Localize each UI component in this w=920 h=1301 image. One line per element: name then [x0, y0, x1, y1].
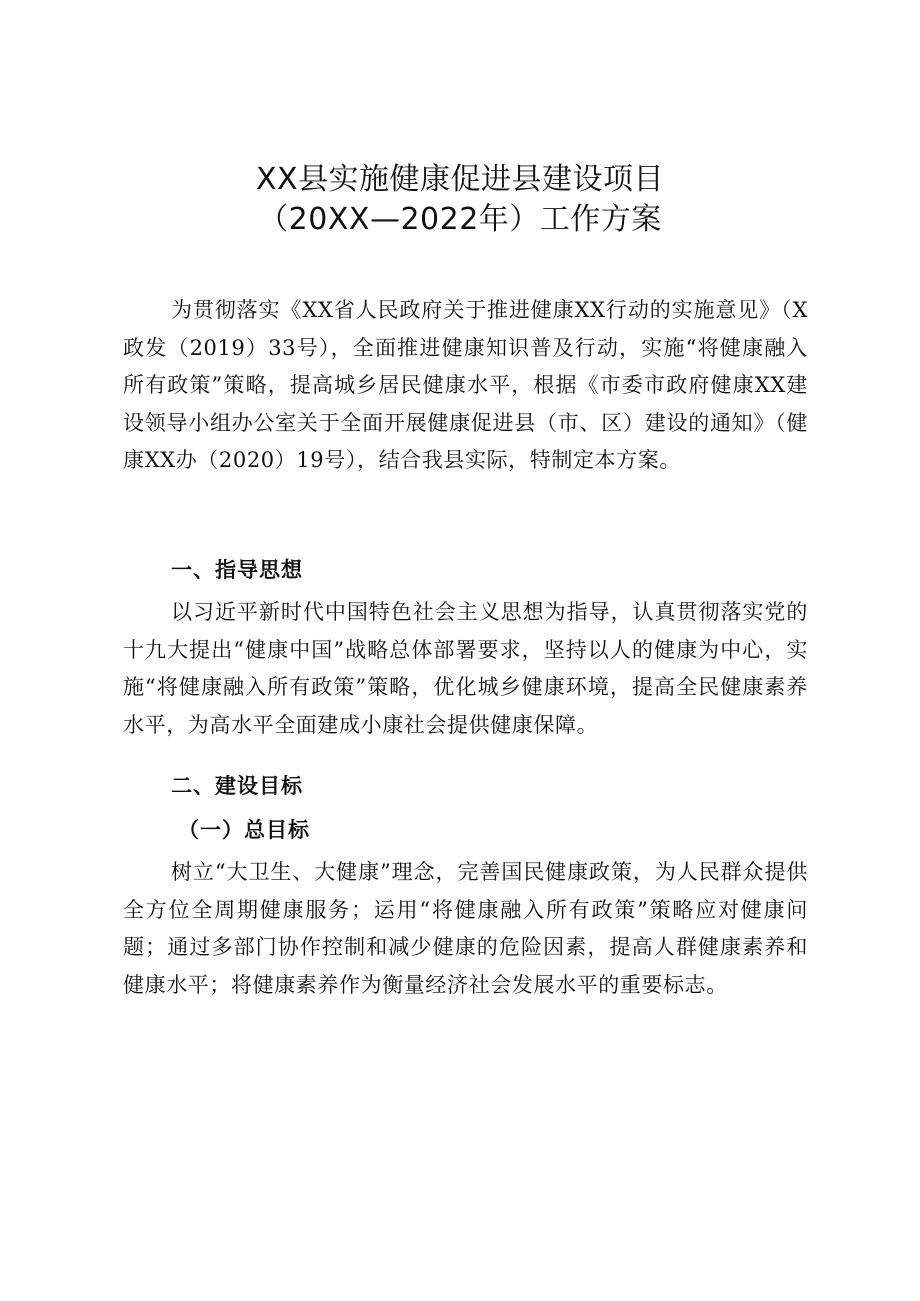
intro-paragraph: 为贯彻落实《XX省人民政府关于推进健康XX行动的实施意见》（X政发（2019）33号），全面推进健康知识普及行动，实施“将健康融入所有政策”策略，提高城乡居民健康水平，根据《市委市政府健康XX建设领导小组办公室关于全面开展健康促进县（市、区）建设的通知》（健康XX办（2020）19号），结合我县实际，特制定本方案。: [123, 298, 808, 472]
subsection-heading-overall-goal: （一）总目标: [178, 818, 310, 842]
guiding-ideology-paragraph: 以习近平新时代中国特色社会主义思想为指导，认真贯彻落实党的十九大提出“健康中国”战略总体部署要求，坚持以人的健康为中心，实施“将健康融入所有政策”策略，优化城乡健康环境，提高全民健康素养水平，为高水平全面建成小康社会提供健康保障。: [123, 600, 808, 737]
document-title-line-1: XX县实施健康促进县建设项目: [255, 162, 665, 197]
section-heading-guiding-ideology: 一、指导思想: [171, 558, 303, 582]
overall-goal-paragraph: 树立“大卫生、大健康”理念，完善国民健康政策，为人民群众提供全方位全周期健康服务；运用“将健康融入所有政策”策略应对健康问题；通过多部门协作控制和减少健康的危险因素，提高人群健康素养和健康水平；将健康素养作为衡量经济社会发展水平的重要标志。: [123, 860, 808, 997]
document-title-line-2: （20XX—2022年）工作方案: [258, 202, 662, 237]
section-heading-construction-goals: 二、建设目标: [171, 774, 303, 798]
